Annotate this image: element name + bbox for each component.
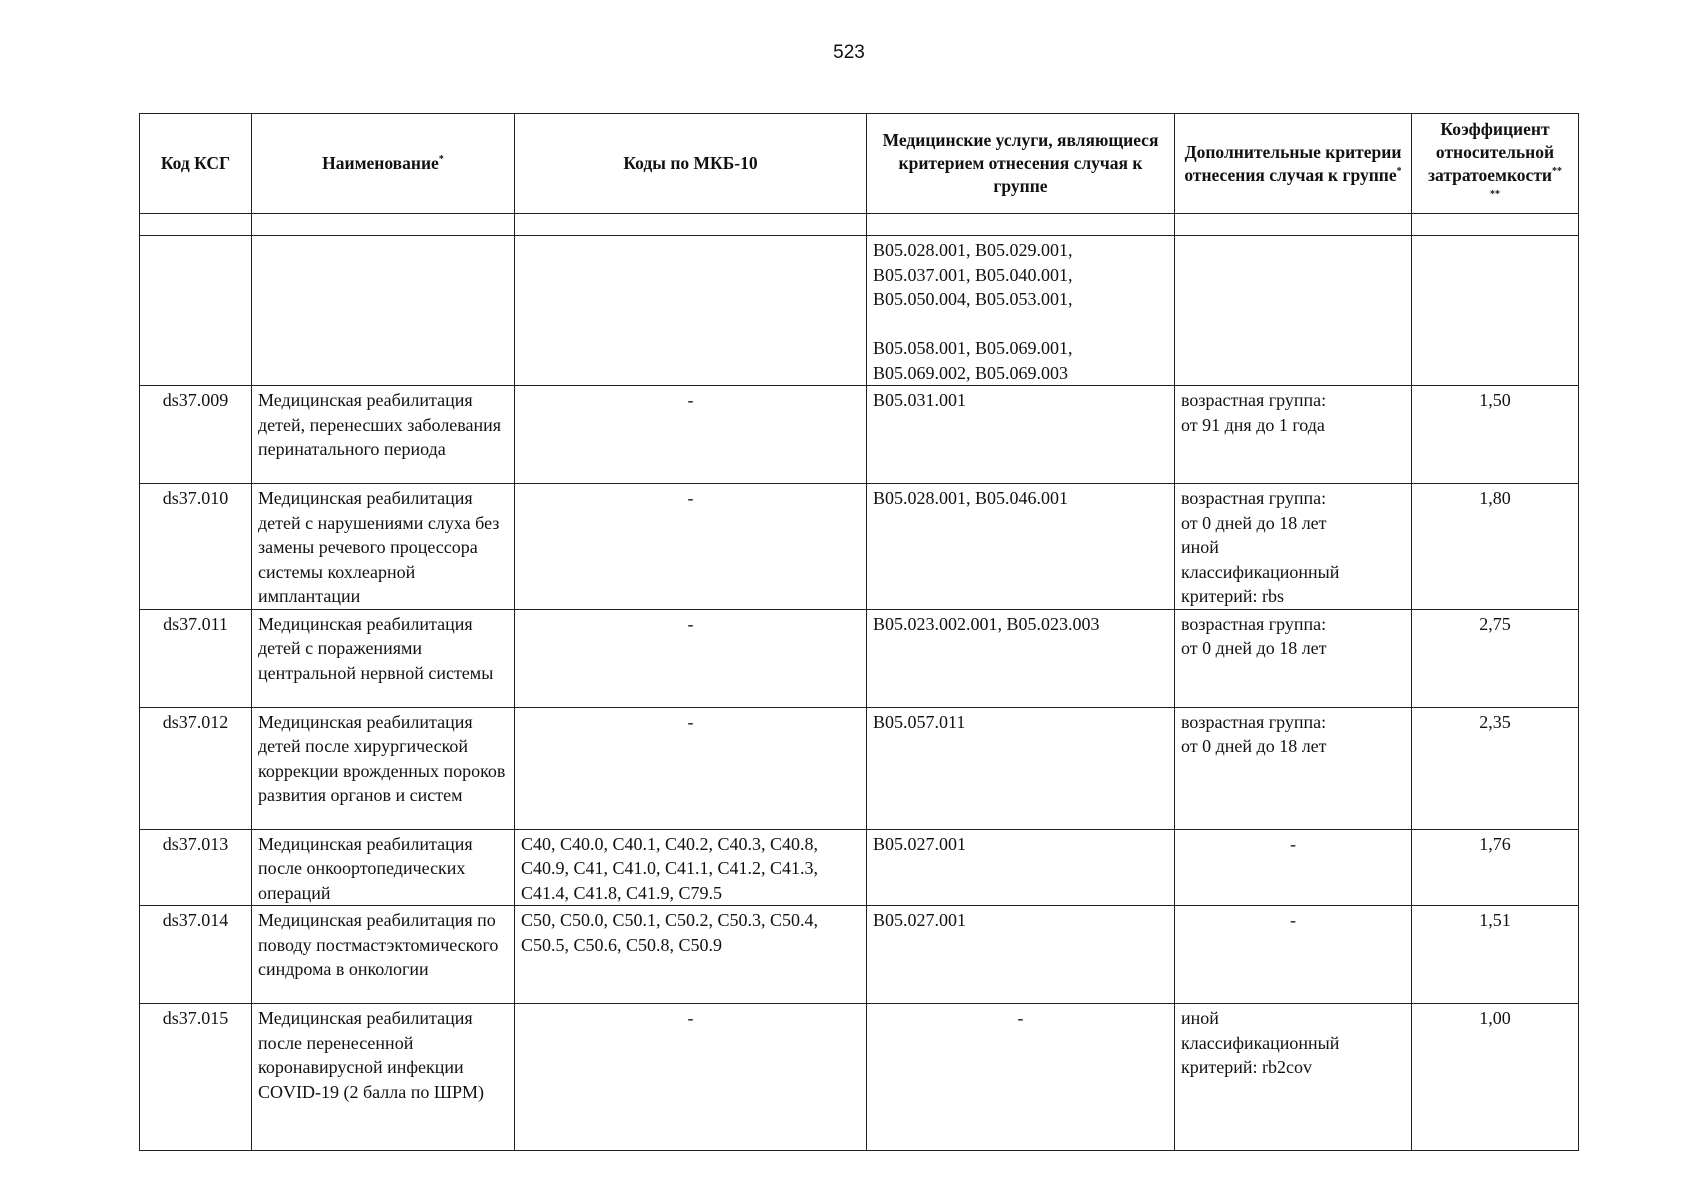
header-criteria: Дополнительные критерии отнесения случая к группе* (1175, 114, 1412, 214)
table-row (140, 707, 1579, 829)
coefficient-cell: 1,50 (1412, 386, 1579, 484)
criteria-cell: - (1175, 906, 1412, 1004)
continuation-row (140, 236, 1579, 386)
code-cell: ds37.010 (140, 484, 252, 610)
criteria-cell: - (1175, 829, 1412, 906)
spacer-row (140, 214, 1579, 236)
services-cell: - (867, 1004, 1175, 1151)
coefficient-cell: 2,35 (1412, 707, 1579, 829)
mkb-cell: - (515, 1004, 867, 1151)
criteria-cell: возрастная группа: от 0 дней до 18 лет иной классификационный критерий: rbs (1175, 484, 1412, 610)
code-cell: ds37.015 (140, 1004, 252, 1151)
name-cell: Медицинская реабилитация после онкоортопедических операций (252, 829, 515, 906)
coefficient-cell: 2,75 (1412, 609, 1579, 707)
mkb-cell: - (515, 707, 867, 829)
table-row (140, 1004, 1579, 1151)
table-row (140, 484, 1579, 610)
page-number: 523 (833, 42, 865, 63)
services-cell: В05.027.001 (867, 829, 1175, 906)
table-row (140, 609, 1579, 707)
name-cell: Медицинская реабилитация после перенесенной коронавирусной инфекции COVID-19 (2 балла по ШРМ) (252, 1004, 515, 1151)
mkb-cell: С50, С50.0, С50.1, С50.2, С50.3, С50.4, С50.5, С50.6, С50.8, С50.9 (515, 906, 867, 1004)
services-cell: В05.057.011 (867, 707, 1175, 829)
ksg-table (139, 113, 1579, 1151)
criteria-cell: возрастная группа: от 0 дней до 18 лет (1175, 609, 1412, 707)
header-services: Медицинские услуги, являющиеся критерием отнесения случая к группе (867, 114, 1175, 214)
criteria-cell: возрастная группа: от 0 дней до 18 лет (1175, 707, 1412, 829)
header-coefficient: Коэффициент относительной затратоемкости** ** (1412, 114, 1579, 214)
mkb-cell: - (515, 386, 867, 484)
code-cell: ds37.009 (140, 386, 252, 484)
coefficient-cell: 1,76 (1412, 829, 1579, 906)
name-cell: Медицинская реабилитация детей с поражениями центральной нервной системы (252, 609, 515, 707)
criteria-cell: иной классификационный критерий: rb2cov (1175, 1004, 1412, 1151)
coefficient-cell: 1,00 (1412, 1004, 1579, 1151)
services-cell: В05.031.001 (867, 386, 1175, 484)
mkb-cell: - (515, 484, 867, 610)
table-row (140, 906, 1579, 1004)
header-mkb: Коды по МКБ-10 (515, 114, 867, 214)
code-cell: ds37.014 (140, 906, 252, 1004)
mkb-cell: С40, С40.0, С40.1, С40.2, С40.3, С40.8, С40.9, С41, С41.0, С41.1, С41.2, С41.3, С41.4, С41.8, С41.9, С79.5 (515, 829, 867, 906)
services-cell: В05.028.001, В05.046.001 (867, 484, 1175, 610)
name-cell: Медицинская реабилитация детей, перенесших заболевания перинатального периода (252, 386, 515, 484)
services-cell: В05.027.001 (867, 906, 1175, 1004)
code-cell: ds37.012 (140, 707, 252, 829)
header-name: Наименование* (252, 114, 515, 214)
table-row (140, 386, 1579, 484)
continuation-services-cell: В05.028.001, В05.029.001, В05.037.001, В05.040.001, В05.050.004, В05.053.001, В05.058.001, В05.069.001, В05.069.002, В05.069.003 (867, 236, 1175, 386)
coefficient-cell: 1,80 (1412, 484, 1579, 610)
services-cell: В05.023.002.001, В05.023.003 (867, 609, 1175, 707)
coefficient-cell: 1,51 (1412, 906, 1579, 1004)
name-cell: Медицинская реабилитация детей после хирургической коррекции врожденных пороков развития органов и систем (252, 707, 515, 829)
name-cell: Медицинская реабилитация по поводу постмастэктомического синдрома в онкологии (252, 906, 515, 1004)
name-cell: Медицинская реабилитация детей с нарушениями слуха без замены речевого процессора системы кохлеарной имплантации (252, 484, 515, 610)
code-cell: ds37.013 (140, 829, 252, 906)
header-code: Код КСГ (140, 114, 252, 214)
table-row (140, 829, 1579, 906)
criteria-cell: возрастная группа: от 91 дня до 1 года (1175, 386, 1412, 484)
table-header-row (140, 114, 1579, 214)
mkb-cell: - (515, 609, 867, 707)
code-cell: ds37.011 (140, 609, 252, 707)
